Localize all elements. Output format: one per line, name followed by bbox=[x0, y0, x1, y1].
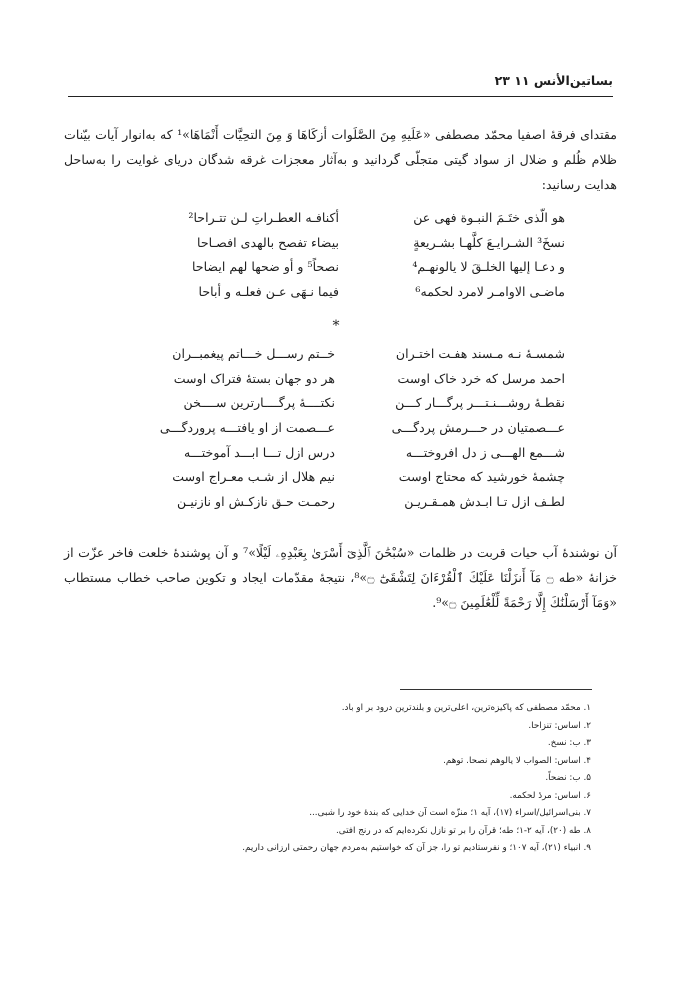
hemistich: رحمـت حـق نازکـش او نازنیـن bbox=[177, 494, 335, 510]
hemistich: نکتــــهٔ پرگــــارترین ســــخن bbox=[183, 395, 335, 411]
hemistich: ماضـی الاوامـر لامرد لحکمه⁶ bbox=[415, 284, 565, 300]
footnote-rule bbox=[400, 689, 592, 690]
hemistich: نسخَ³ الشـرایـعَ کلَّهـا بشـریعةٍ bbox=[413, 234, 565, 250]
footnote: ۱. محمّد مصطفی که پاکیزه‌ترین، اعلی‌ترین و بلندترین درود بر او باد. bbox=[341, 703, 591, 713]
footnote: ۹. انبیاء (۲۱)، آیه ۱۰۷؛ و نفرستادیم تو را، جز آن که خواستیم به‌مردم جهان رحمتی ارزانی داریم. bbox=[242, 843, 591, 853]
hemistich: أکنافـه العطـراتِ لـن تتـراحا² bbox=[188, 210, 339, 225]
hemistich: عـــصمتیان در حـــرمش پردگـــی bbox=[391, 420, 565, 436]
header-rule bbox=[68, 96, 613, 97]
hemistich: لطـف ازل تـا ابـدش همـقـریـن bbox=[404, 494, 565, 510]
paragraph-text: مقتدای فرقهٔ اصفیا محمّد مصطفی «عَلَیهِ مِنَ الصَّلَوات أزکَاهَا وَ مِنَ التحِیَّات أَنْمَاهَا»¹ که به‌انوار آیات بیّنات ظلام ظُلم و ضلال از سواد گیتی متجلّی گردانید و به‌آثار معجزات غرقه شدگان دریای غوایت را به‌ساحل هدایت رسانید: bbox=[64, 127, 617, 192]
section-separator: * bbox=[332, 318, 340, 334]
closing-paragraph bbox=[64, 540, 617, 615]
footnote: ۶. اساس: مردٔ لحکمه. bbox=[509, 790, 591, 801]
footnote: ۴. اساس: الصواب لا یالوهم نصحا. توهم. bbox=[443, 755, 591, 766]
hemistich: هر دو جهان بستهٔ فتراک اوست bbox=[173, 370, 335, 386]
hemistich: بیضاء تفصح بالهدی افصـاحا bbox=[197, 234, 339, 250]
footnote: ۲. اساس: تنزاحا. bbox=[528, 720, 591, 731]
hemistich: احمد مرسل که خرد خاک اوست bbox=[397, 370, 565, 386]
hemistich: فیما نـهَی عـن فعلـه و أباحا bbox=[198, 284, 339, 300]
hemistich: نقطـهٔ روشـــنـتـــر پرگـــار کـــن bbox=[395, 395, 565, 411]
persian-verse-first-hemistichs bbox=[353, 342, 565, 515]
persian-verse-second-hemistichs bbox=[145, 342, 335, 515]
hemistich: نصحاً⁵ و أو ضحها لهم ایضاحا bbox=[191, 259, 339, 275]
running-head: بساتین‌الأنس ۱۱ ۲۳ bbox=[494, 73, 613, 88]
hemistich: درس ازل تـــا ابـــد آموختـــه bbox=[183, 444, 335, 460]
opening-paragraph bbox=[64, 122, 617, 197]
hemistich: خــتم رســـل خـــاتم پیغمبــران bbox=[172, 346, 335, 361]
footnotes bbox=[71, 700, 591, 858]
hemistich: شمسـهٔ نـه مـسند هفـت اختـران bbox=[395, 346, 565, 361]
hemistich: شـــمع الهـــی ز دل افروختـــه bbox=[405, 444, 565, 460]
paragraph-text: آن نوشندهٔ آب حیات قربت در ظلمات «سُبْحَٰنَ ٱلَّذِیٓ أَسْرَىٰ بِعَبْدِهِۦ لَیْلًا»⁷ و آن پوشندهٔ خلعت فاخر عزّت از خزانهٔ «طه ۝ مَآ أَنزَلْنَا عَلَیْكَ ٱلْقُرْءَانَ لِتَشْقَىٰٓ ۝»⁸، نتیجهٔ مقدّمات ایجاد و تکوین صاحب خطاب مستطاب «وَمَآ أَرْسَلْنَٰكَ إِلَّا رَحْمَةً لِّلْعَٰلَمِینَ ۝»⁹. bbox=[64, 545, 617, 610]
footnote: ۸. طه (۲۰)، آیه ۲-۱؛ طه؛ قرآن را بر تو نازل نکرده‌ایم که در رنج افتی. bbox=[336, 825, 591, 836]
arabic-verse-second-hemistichs bbox=[189, 206, 339, 305]
footnote: ۷. بنی‌اسرائیل/اسراء (۱۷)، آیه ۱؛ منزّه است آن خدایی که بندهٔ خود را شبی... bbox=[309, 808, 591, 818]
footnote: ۵. ب: نضحاً. bbox=[545, 773, 591, 783]
hemistich: نیم هلال از شـب معـراج اوست bbox=[172, 469, 335, 485]
footnote: ۳. ب: نسخ. bbox=[547, 738, 591, 748]
hemistich: عـــصمت از او یافتـــه پروردگـــی bbox=[159, 420, 335, 436]
arabic-verse-first-hemistichs bbox=[355, 206, 565, 305]
hemistich: چشمهٔ خورشید که محتاج اوست bbox=[398, 469, 565, 485]
hemistich: و دعـا إلیها الخلـقَ لا یالونهـم⁴ bbox=[412, 259, 565, 275]
hemistich: هو الّذی ختَـمَ النبـوة فهی عن bbox=[413, 210, 565, 225]
